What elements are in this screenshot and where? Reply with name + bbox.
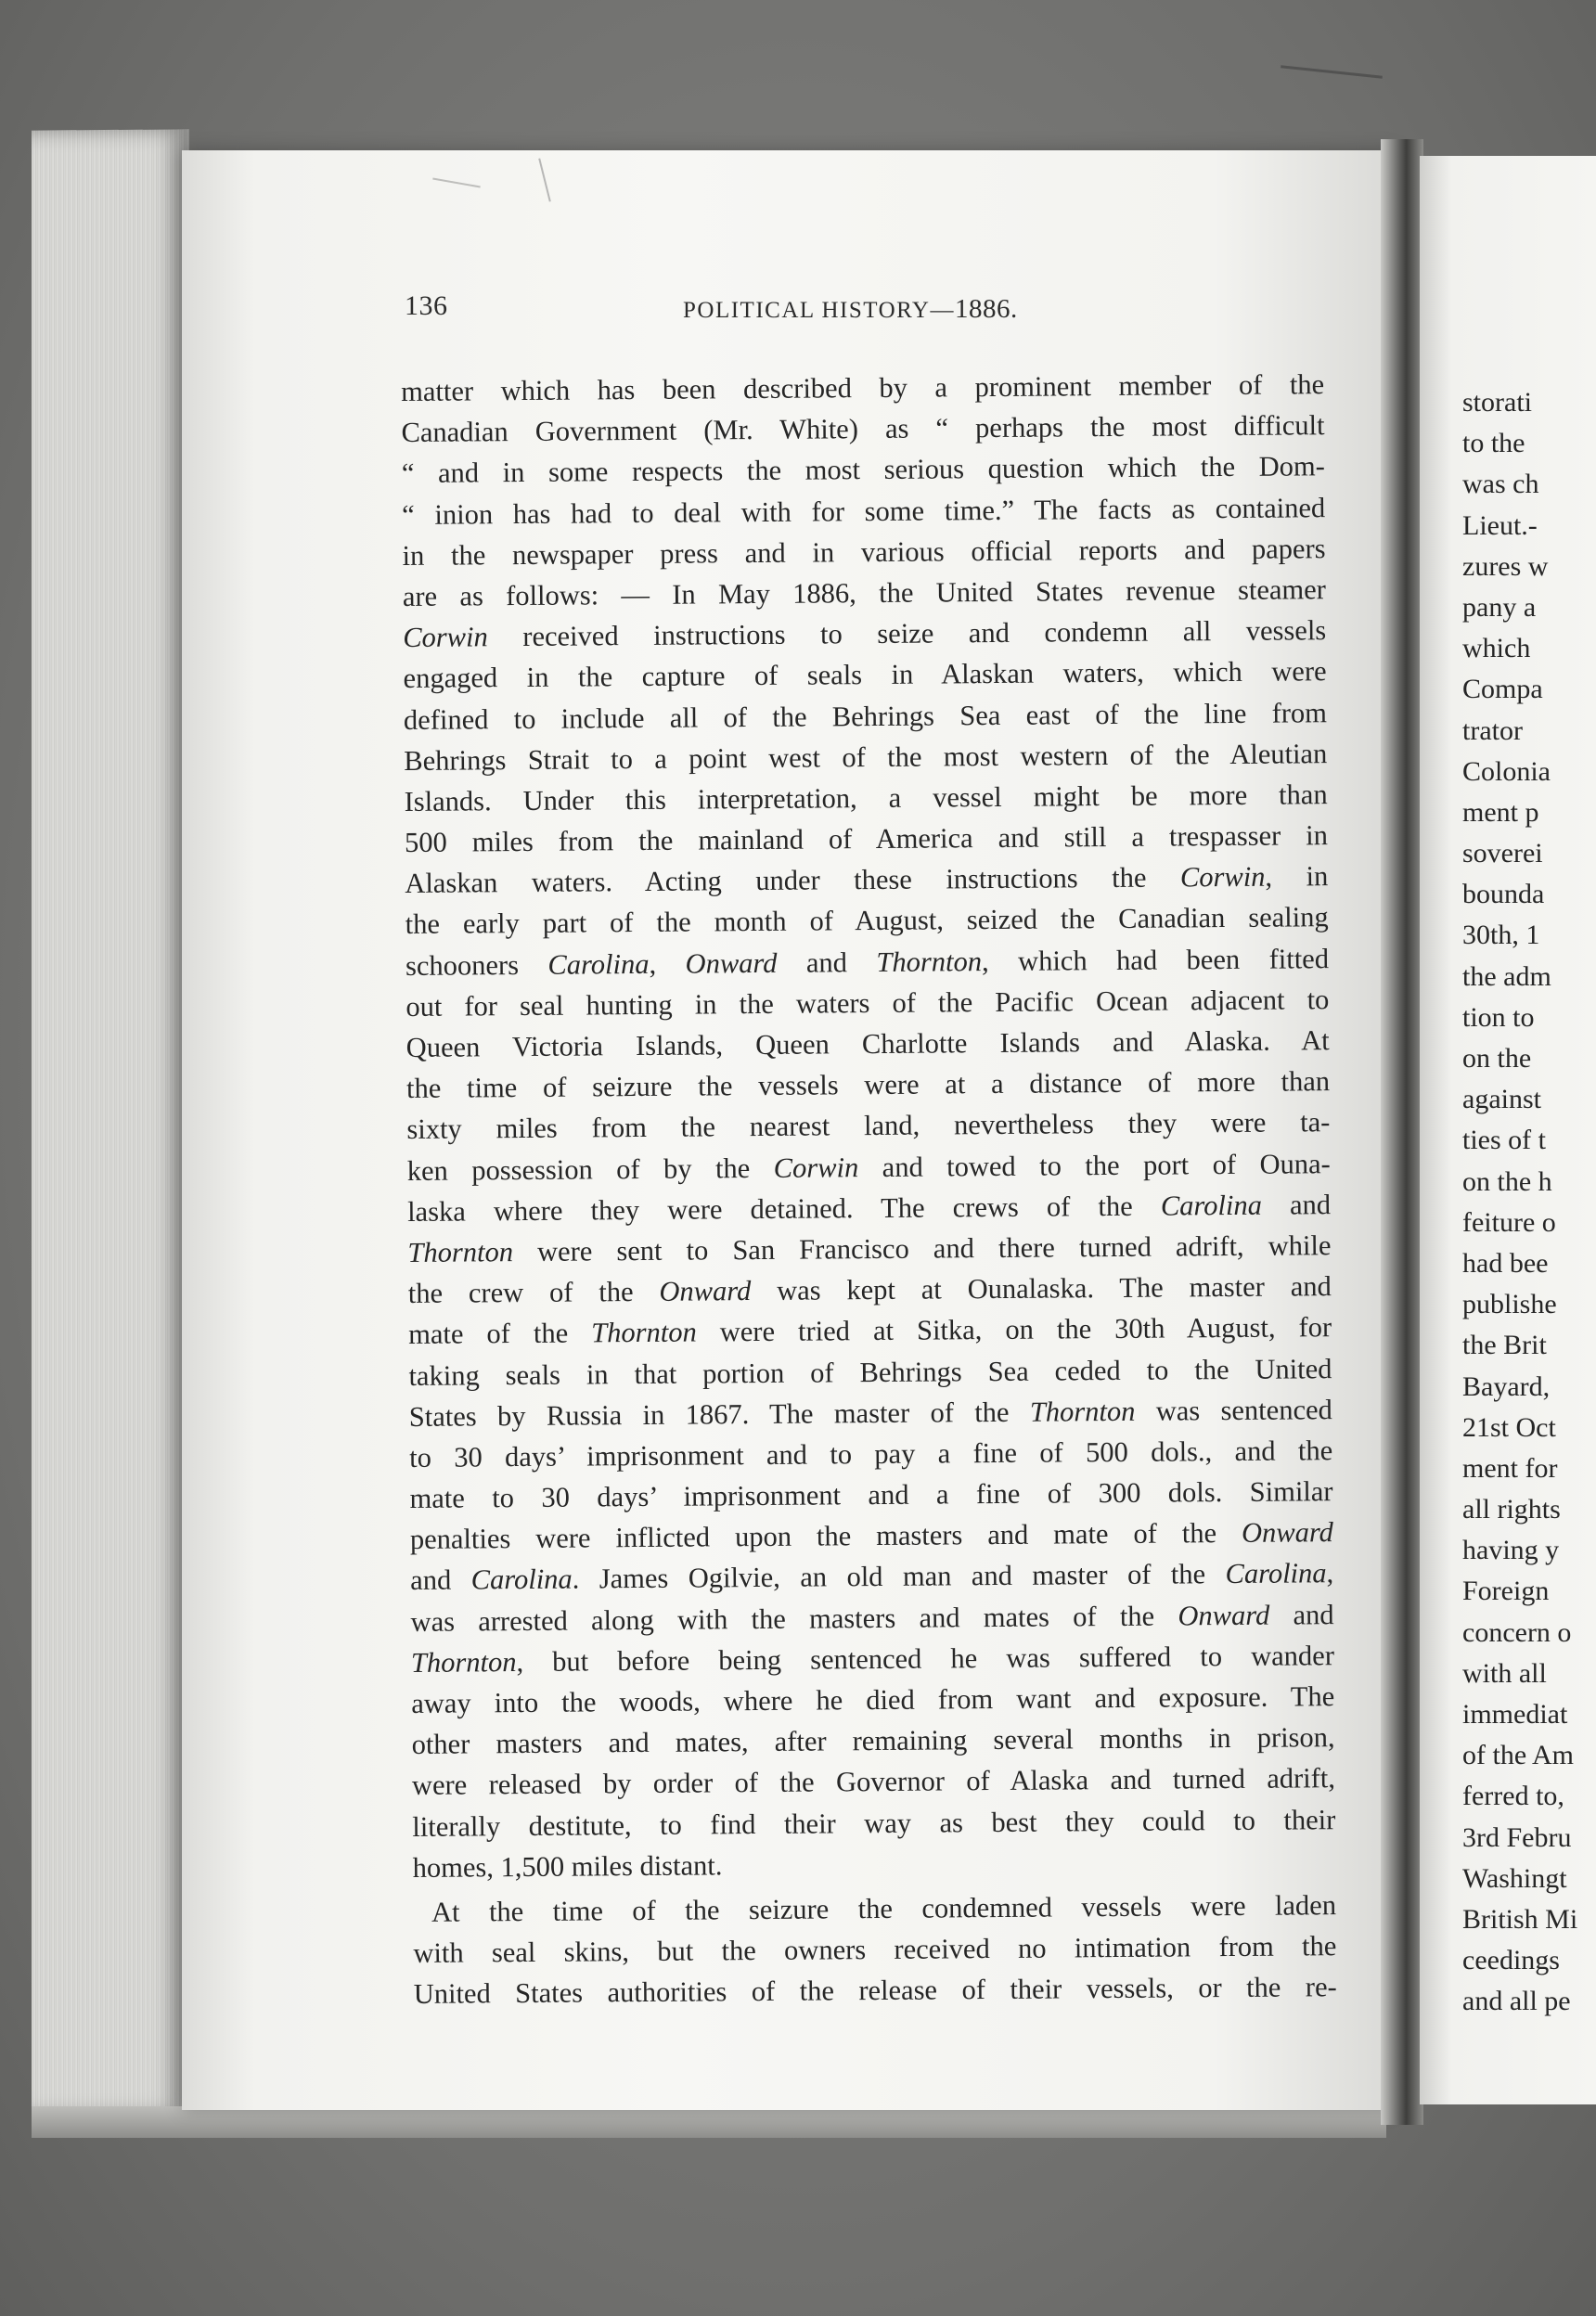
facing-text-line: soverei (1462, 838, 1543, 869)
facing-text-line: Washingt (1462, 1862, 1567, 1894)
running-head-year: 1886. (954, 294, 1018, 324)
text-line: with seal skins, but the owners received no intimation from the (413, 1930, 1337, 1970)
facing-text-line: immediat (1462, 1699, 1568, 1730)
text-line: other masters and mates, after remaining several months in prison, (411, 1721, 1335, 1761)
text-line: were released by order of the Governor of Alaska and turned adrift, (411, 1762, 1336, 1802)
text-line: States by Russia in 1867. The master of the Thornton was sentenced (408, 1393, 1332, 1433)
facing-text-line: was ch (1462, 469, 1539, 500)
text-line: 500 miles from the mainland of America and still a trespasser in (404, 819, 1329, 859)
text-line: “ and in some respects the most serious question which the Dom- (401, 450, 1325, 490)
facing-text-line: ment p (1462, 796, 1539, 828)
text-line: homes, 1,500 miles distant. (412, 1849, 723, 1884)
text-line: literally destitute, to find their way as best they could to their (412, 1803, 1336, 1843)
text-line: laska where they were detained. The crews of the Carolina and (406, 1188, 1332, 1228)
facing-text-line: Foreign (1462, 1576, 1550, 1607)
book-gutter (1381, 139, 1423, 2125)
facing-text-line: the Brit (1462, 1330, 1547, 1361)
facing-text-line: of the Am (1462, 1740, 1574, 1771)
text-line: Queen Victoria Islands, Queen Charlotte Islands and Alaska. At (405, 1024, 1330, 1063)
text-line: matter which has been described by a prominent member of the (401, 368, 1325, 407)
text-line: the time of seizure the vessels were at a distance of more than (405, 1065, 1331, 1105)
text-line: the early part of the month of August, seized the Canadian sealing (405, 901, 1329, 941)
page-header (405, 290, 1323, 337)
text-line: engaged in the capture of seals in Alaskan waters, which were (403, 655, 1327, 695)
facing-text-line: tion to (1462, 1001, 1535, 1033)
text-line: Thornton were sent to San Francisco and there turned adrift, while (407, 1229, 1332, 1268)
text-line: United States authorities of the release of their vessels, or the re- (413, 1971, 1337, 2011)
facing-text-line: zures w (1462, 550, 1549, 582)
running-head-title: POLITICAL HISTORY— (683, 298, 955, 323)
facing-text-line: on the h (1462, 1165, 1552, 1197)
facing-page-text (1462, 382, 1596, 2023)
text-line: At the time of the seizure the condemned vessels were laden (431, 1889, 1337, 1928)
facing-text-line: had bee (1462, 1247, 1549, 1279)
facing-text-line: which (1462, 633, 1531, 664)
text-line: ken possession of by the Corwin and towed to the port of Ouna- (406, 1147, 1331, 1187)
facing-text-line: storati (1462, 387, 1532, 418)
running-head (683, 294, 1018, 325)
book-bottom-edge (32, 2106, 1386, 2138)
paragraph-1 (401, 364, 1336, 1888)
text-line: taking seals in that portion of Behrings Sea ceded to the United (408, 1352, 1332, 1392)
facing-text-line: 21st Oct (1462, 1411, 1556, 1443)
paragraph-2 (413, 1885, 1337, 2014)
text-line: to 30 days’ imprisonment and to pay a fine of 500 dols., and the (409, 1435, 1333, 1473)
text-line: away into the woods, where he died from want and exposure. The (411, 1680, 1335, 1719)
facing-text-line: having y (1462, 1535, 1560, 1566)
facing-text-line: on the (1462, 1043, 1532, 1074)
text-line: Islands. Under this interpretation, a vessel might be more than (404, 778, 1328, 817)
facing-text-line: Bayard, (1462, 1370, 1551, 1402)
text-line: “ inion has had to deal with for some time.” The facts as contained (402, 491, 1326, 531)
text-line: are as follows: — In May 1886, the United States revenue steamer (402, 573, 1327, 612)
text-line: in the newspaper press and in various official reports and papers (402, 532, 1326, 572)
facing-text-line: ceedings (1462, 1945, 1560, 1976)
facing-text-line: the adm (1462, 960, 1551, 992)
text-line: mate of the Thornton were tried at Sitka, on the 30th August, for (408, 1311, 1332, 1351)
text-line: schooners Carolina, Onward and Thornton, which had been fitted (405, 942, 1330, 982)
facing-text-line: feiture o (1462, 1206, 1556, 1238)
text-line: out for seal hunting in the waters of the Pacific Ocean adjacent to (405, 983, 1330, 1023)
book-page-edges (32, 129, 189, 2116)
facing-text-line: ties of t (1462, 1125, 1546, 1156)
facing-text-line: all rights (1462, 1494, 1561, 1525)
body-text (401, 364, 1337, 2014)
page-number: 136 (405, 290, 448, 321)
facing-text-line: and all pe (1462, 1986, 1571, 2017)
text-line: Thornton, but before being sentenced he was suffered to wander (410, 1639, 1335, 1679)
facing-text-line: ment for (1462, 1452, 1558, 1484)
facing-text-line: publishe (1462, 1289, 1557, 1320)
text-line: penalties were inflicted upon the masters and mate of the Onward (409, 1516, 1333, 1556)
facing-text-line: 3rd Febru (1462, 1821, 1572, 1853)
facing-text-line: Compa (1462, 674, 1543, 705)
text-line: mate to 30 days’ imprisonment and a fine of 300 dols. Similar (409, 1475, 1333, 1515)
facing-text-line: Lieut.- (1462, 509, 1538, 541)
facing-text-line: bounda (1462, 879, 1545, 910)
facing-text-line: British Mi (1462, 1903, 1578, 1935)
text-line: sixty miles from the nearest land, nevertheless they were ta- (406, 1106, 1331, 1146)
facing-text-line: concern o (1462, 1616, 1572, 1648)
text-line: Alaskan waters. Acting under these instructions the Corwin, in (405, 860, 1329, 900)
text-line: was arrested along with the masters and mates of the Onward and (410, 1598, 1334, 1638)
facing-text-line: against (1462, 1084, 1541, 1115)
facing-text-line: ferred to, (1462, 1781, 1564, 1812)
facing-text-line: 30th, 1 (1462, 920, 1540, 951)
text-line: defined to include all of the Behrings Sea east of the line from (403, 696, 1328, 736)
text-line: the crew of the Onward was kept at Ounalaska. The master and (407, 1270, 1332, 1310)
text-line: Corwin received instructions to seize and condemn all vessels (403, 614, 1327, 654)
text-line: Canadian Government (Mr. White) as “ perhaps the most difficult (401, 409, 1325, 449)
text-line: Behrings Strait to a point west of the most western of the Aleutian (404, 737, 1328, 777)
facing-text-line: to the (1462, 428, 1525, 459)
facing-text-line: trator (1462, 714, 1523, 746)
text-line: and Carolina. James Ogilvie, an old man and master of the Carolina, (410, 1557, 1334, 1597)
facing-text-line: with all (1462, 1657, 1547, 1689)
facing-text-line: Colonia (1462, 755, 1551, 787)
facing-text-line: pany a (1462, 591, 1537, 623)
